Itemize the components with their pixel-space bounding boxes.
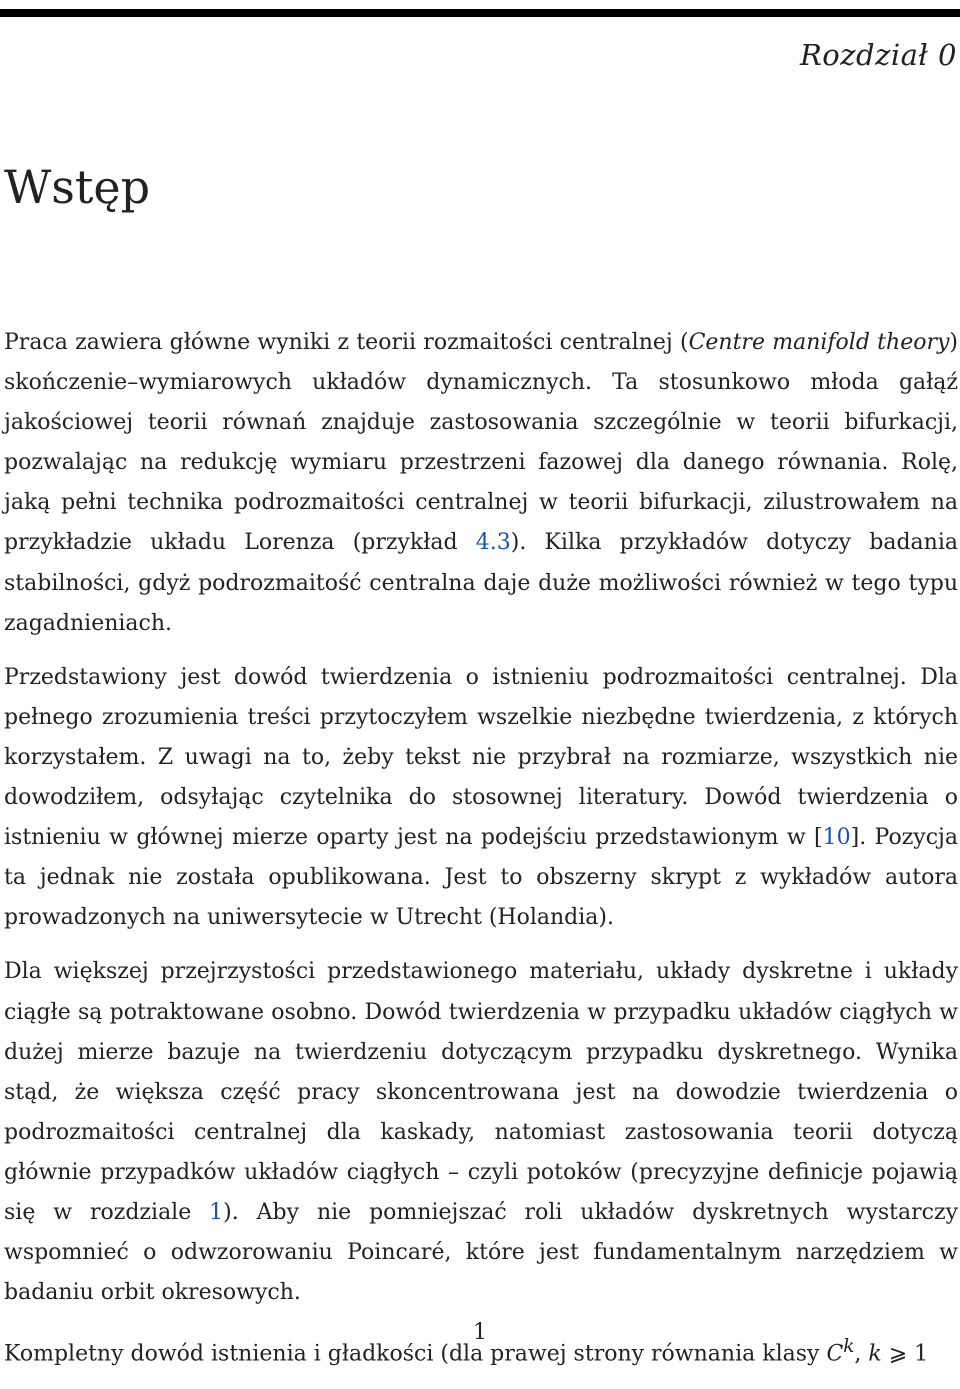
chapter-reference-link[interactable]: 1 <box>209 1199 224 1225</box>
paragraph-text: ]. Pozycja ta jednak nie została opublikowana. Jest to obszerny skrypt z wykładów autora prowadzonych na uniwersytecie w Utrecht (Holandia). <box>4 825 958 931</box>
paragraph-text: Dla większej przejrzystości przedstawionego materiału, układy dyskretne i układy ciągłe są potraktowane osobno. Dowód twierdzenia w przypadku układów ciągłych w dużej mierze bazuje na twierdzeniu dotyczącym przypadku dyskretnego. Wynika stąd, że większa część pracy skoncentrowana jest na dowodzie twierdzenia o podrozmaitości centralnej dla kaskady, natomiast zastosowania teorii dotyczą głównie przypadków układów ciągłych – czyli potoków (precyzyjne definicje pojawią się w rozdziale <box>4 959 958 1225</box>
math-variable: k <box>868 1341 882 1367</box>
paragraph-text: ). Kilka przykładów dotyczy badania stabilności, gdyż podrozmaitość centralna daje duże możliwości również w tego typu zagadnieniach. <box>4 530 958 636</box>
citation-link[interactable]: 10 <box>822 825 851 851</box>
top-rule <box>0 9 960 17</box>
paragraph-text: Przedstawiony jest dowód twierdzenia o istnieniu podrozmaitości centralnej. Dla pełnego zrozumienia treści przytoczyłem wszelkie niezbędne twierdzenia, z których korzystałem. Z uwagi na to, żeby tekst nie przybrał na rozmiarze, wszystkich nie dowodziłem, odsyłając czytelnika do stosownej literatury. Dowód twierdzenia o istnieniu w głównej mierze oparty jest na podejściu przedstawionym w [ <box>4 664 958 851</box>
paragraph-3 <box>4 952 958 1313</box>
paragraph-text: ) skończenie–wymiarowych układów dynamicznych. Ta stosunkowo młoda gałąź jakościowej teorii równań znajduje zastosowania szczególnie w teorii bifurkacji, pozwalając na redukcję wymiaru przestrzeni fazowej dla danego równania. Rolę, jaką pełni technika podrozmaitości centralnej w teorii bifurkacji, zilustrowałem na przykładzie układu Lorenza (przykład <box>4 330 959 556</box>
paragraph-text: ). Aby nie pomniejszać roli układów dyskretnych wystarczy wspomnieć o odwzorowaniu Poincaré, które jest fundamentalnym narzędziem w badaniu orbit okresowych. <box>4 1199 958 1306</box>
paragraph-text: Praca zawiera główne wyniki z teorii rozmaitości centralnej ( <box>4 330 689 355</box>
paragraph-2 <box>4 658 958 939</box>
chapter-title: Wstęp <box>4 160 151 214</box>
paragraph-text: , <box>854 1341 869 1367</box>
chapter-label: Rozdział 0 <box>799 38 957 72</box>
math-symbol: C <box>826 1341 844 1367</box>
body-text <box>4 323 958 1389</box>
italic-term: Centre manifold theory <box>688 330 950 355</box>
paragraph-1 <box>4 323 958 644</box>
math-superscript: k <box>843 1336 855 1358</box>
example-reference-link[interactable]: 4.3 <box>475 530 511 556</box>
page-number: 1 <box>473 1320 487 1345</box>
paragraph-text: Kompletny dowód istnienia i gładkości (dla prawej strony równania klasy <box>4 1341 827 1367</box>
paragraph-text: ⩾ 1 <box>881 1341 929 1367</box>
